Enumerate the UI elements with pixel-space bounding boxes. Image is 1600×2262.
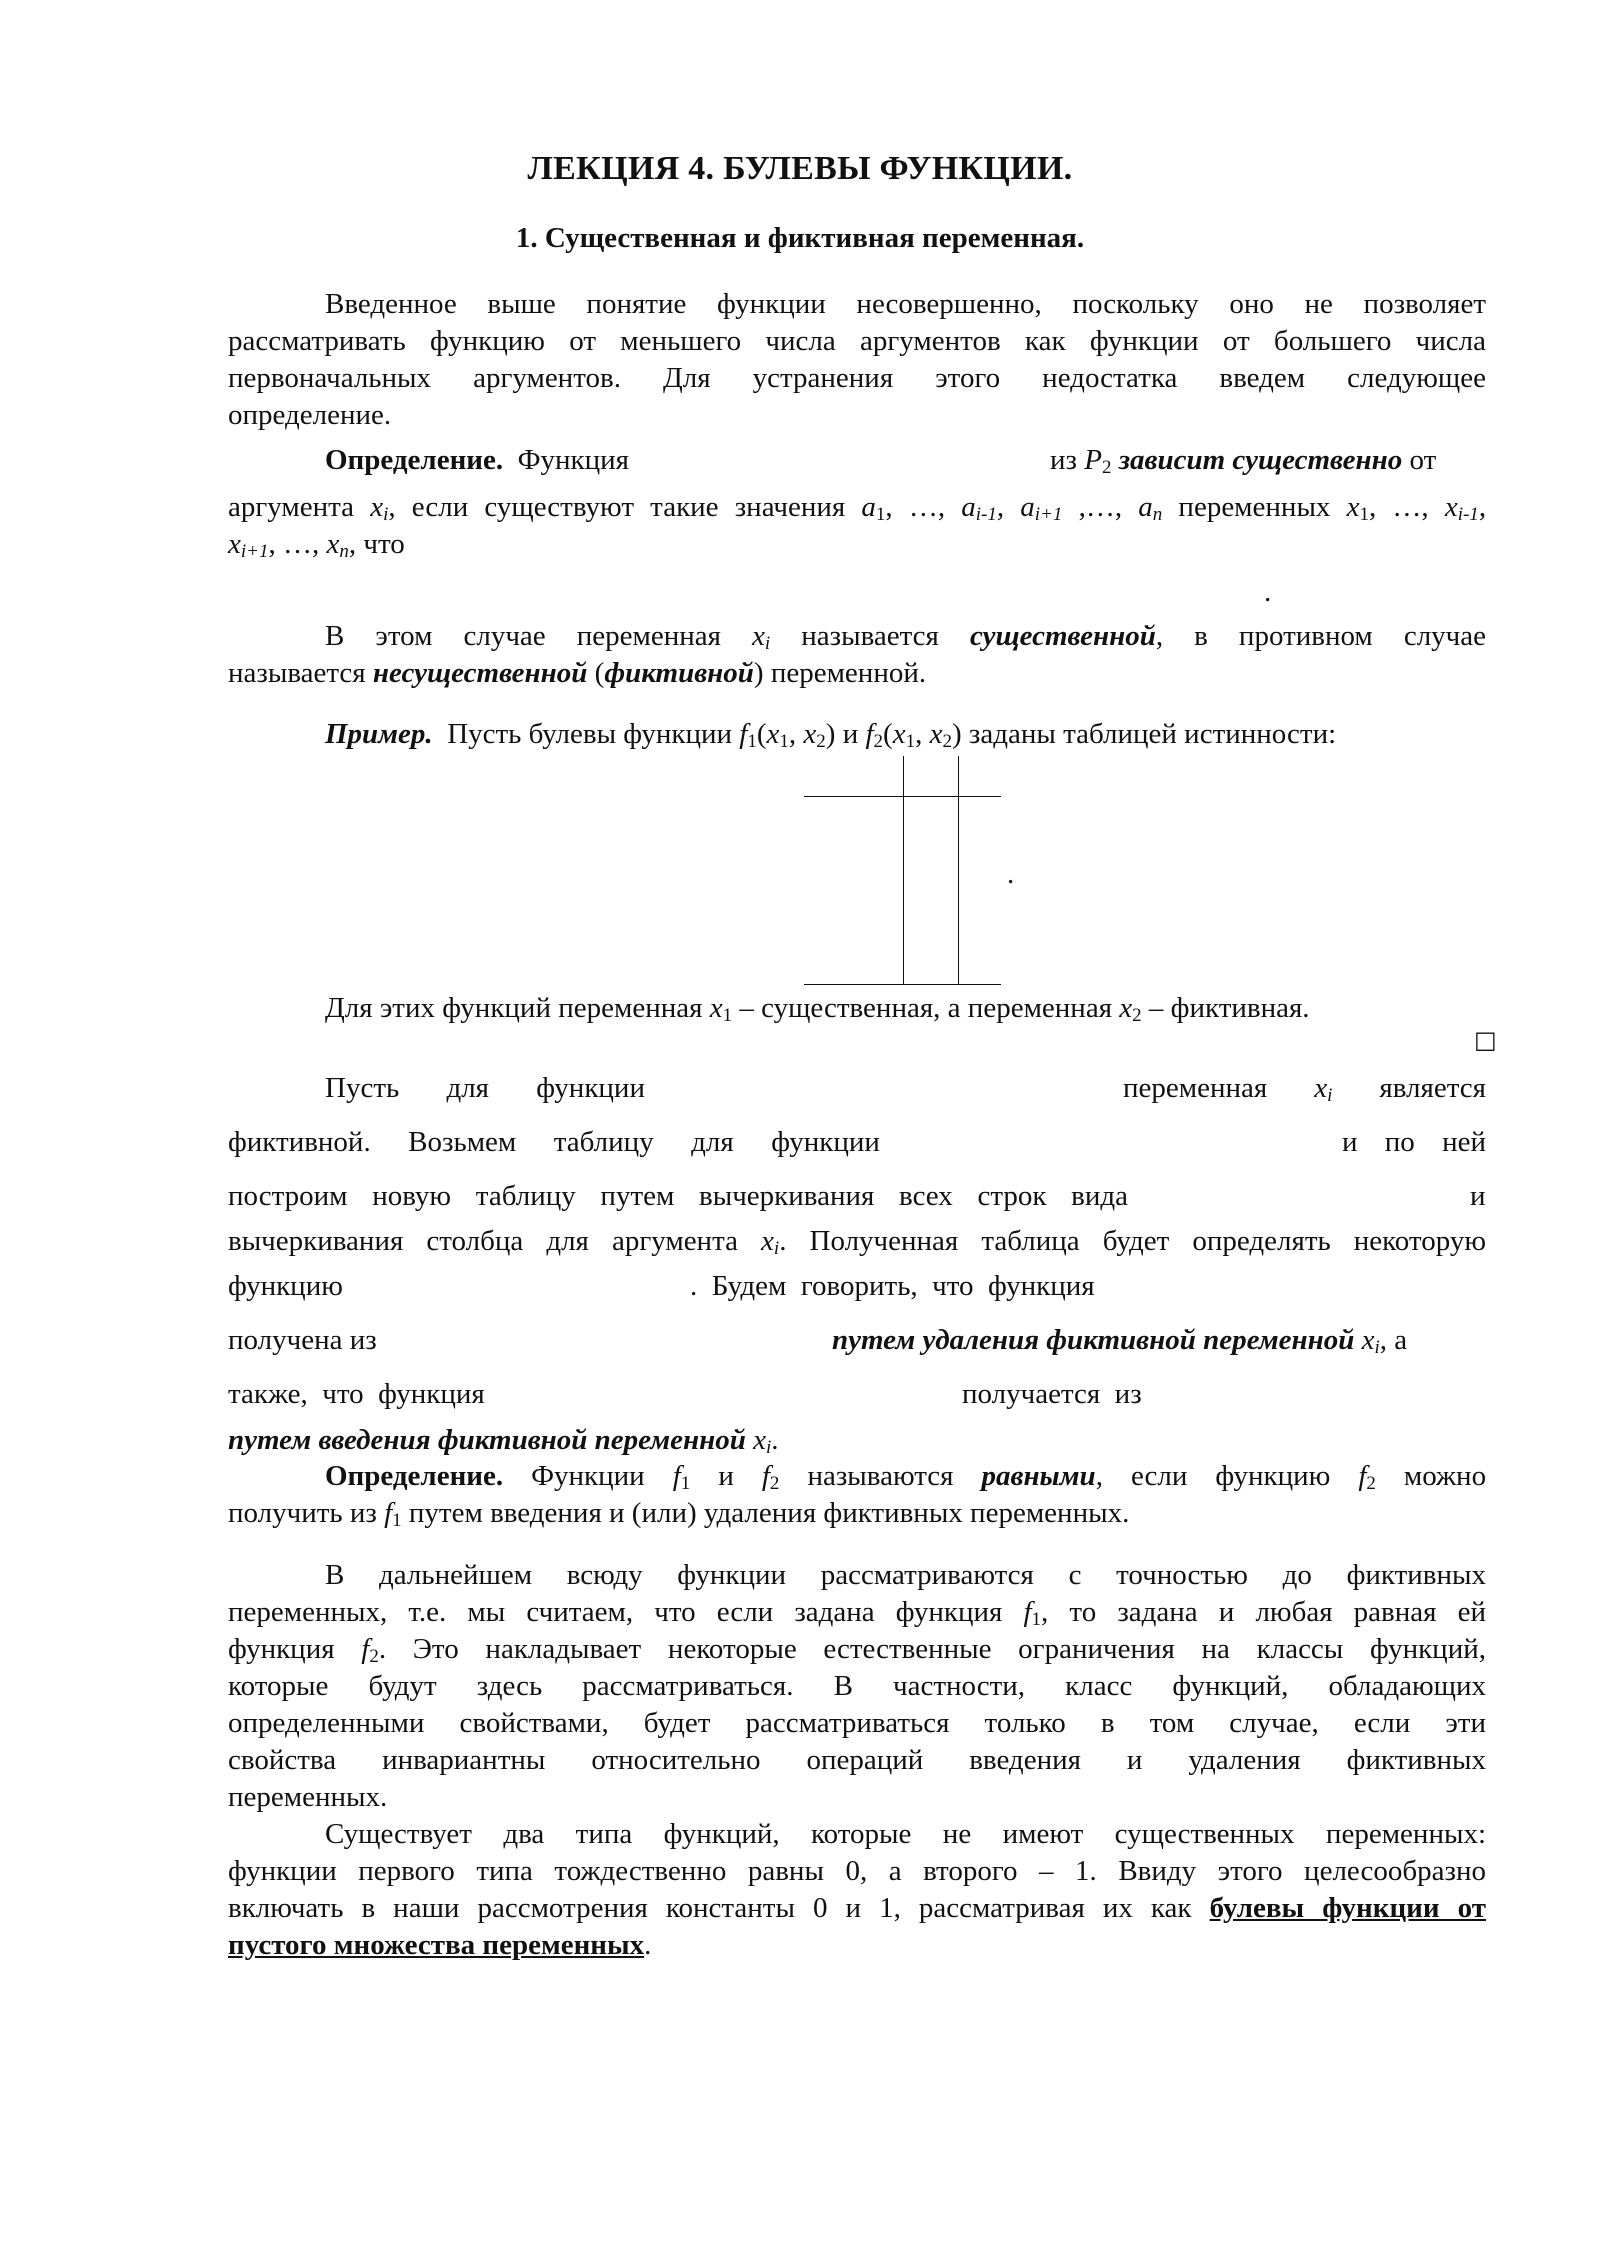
definition-2-line-2: получить из $f_1$ путем введения и (или) удаления фиктивных переменных. [228, 1497, 1130, 1531]
paragraph-3-line-7b: получается из [962, 1378, 1142, 1410]
paragraph-4-line-7: переменных. [228, 1781, 388, 1813]
paragraph-4-line-2: переменных, т.е. мы считаем, что если задана функция $f_1$, то задана и любая равная ей [228, 1596, 1486, 1630]
term-fictitious: фиктивной [604, 657, 754, 689]
term-depends-essentially: зависит существенно [1118, 444, 1403, 476]
definition-1-dependence: из $P_2$ зависит существенно от [1050, 444, 1437, 478]
definition-1-line-2: аргумента $x_i$, если существуют такие значения $a_1$, …, $a_{i-1}$, $a_{i+1}$ ,…, $a_n$ переменных $x_1$, …, $x_{i-1}$, [228, 491, 1487, 525]
section-title: Существенная и фиктивная переменная. [544, 222, 1085, 254]
end-of-proof-icon: □ [1474, 1026, 1497, 1054]
term-nonessential: несущественной [372, 657, 588, 689]
paragraph-4-line-3: функция $f_2$. Это накладывает некоторые естественные ограничения на классы функций, [228, 1633, 1486, 1667]
definition-label: Определение. [325, 444, 504, 476]
paragraph-4-line-5: определенными свойствами, будет рассматриваться только в том случае, если эти [228, 1707, 1486, 1739]
term-introduction-fictitious: путем введения фиктивной переменной [228, 1424, 746, 1456]
section-number: 1. [515, 222, 538, 254]
definition-2-line-1: Определение. Функции $f_1$ и $f_2$ называются равными, если функцию $f_2$ можно [325, 1460, 1487, 1494]
paragraph-3-line-3b: и [1470, 1180, 1486, 1212]
paragraph-1-line-4: определение. [228, 399, 392, 431]
term-boolean-functions-empty-set: булевы функции от [1209, 1892, 1487, 1924]
term-essential: существенной [969, 620, 1156, 652]
formula-end-dot: . [1264, 576, 1272, 608]
paragraph-3-line-5b: . Будем говорить, что функция [690, 1270, 1095, 1302]
word-function: Функция [517, 444, 630, 476]
section-heading [0, 222, 1600, 255]
paragraph-5-line-2: функции первого типа тождественно равны 0, а второго – 1. Ввиду этого целесообразно [228, 1855, 1486, 1887]
table-end-dot: . [1007, 858, 1015, 890]
table-column-divider [903, 756, 904, 985]
table-column-divider [958, 756, 959, 985]
example-line: Пример. Пусть булевы функции $f_1(x_1$, $x_2$) и $f_2(x_1$, $x_2$) заданы таблицей истинности: [325, 718, 1337, 752]
term-removal-fictitious: путем удаления фиктивной переменной [832, 1324, 1355, 1356]
paragraph-4-line-1: В дальнейшем всюду функции рассматриваются с точностью до фиктивных [325, 1559, 1486, 1591]
after-table-line: Для этих функций переменная $x_1$ – существенная, а переменная $x_2$ – фиктивная. [325, 992, 1310, 1026]
term-equal: равными [981, 1460, 1096, 1492]
paragraph-2-line-2: называется несущественной (фиктивной) переменной. [228, 657, 927, 689]
paragraph-3-line-7a: также, что функция [228, 1378, 485, 1410]
paragraph-1-line-2: рассматривать функцию от меньшего числа аргументов как функции от большего числа [228, 325, 1486, 357]
paragraph-3-line-1a: Пусть для функции [325, 1072, 645, 1104]
paragraph-1-line-3: первоначальных аргументов. Для устранения этого недостатка введем следующее [228, 362, 1486, 394]
paragraph-3-line-1b: переменная $x_i$ является [1123, 1072, 1486, 1106]
definition-label: Определение. [325, 1460, 504, 1492]
paragraph-3-line-2b: и по ней [1342, 1126, 1486, 1158]
paragraph-3-line-3a: построим новую таблицу путем вычеркивания всех строк вида [228, 1180, 1128, 1212]
definition-1-line-3: $x_{i+1}$, …, $x_n$, что [228, 528, 405, 562]
paragraph-3-line-5a: функцию [228, 1270, 343, 1302]
paragraph-3-line-2a: фиктивной. Возьмем таблицу для функции [228, 1126, 880, 1158]
term-empty-set-of-variables: пустого множества переменных [228, 1929, 645, 1961]
paragraph-4-line-4: которые будут здесь рассматриваться. В частности, класс функций, обладающих [228, 1670, 1486, 1702]
paragraph-5-line-3: включать в наши рассмотрения константы 0 и 1, рассматривая их как булевы функции от [228, 1892, 1487, 1924]
paragraph-1-line-1: Введенное выше понятие функции несовершенно, поскольку оно не позволяет [325, 288, 1486, 320]
lecture-title: ЛЕКЦИЯ 4. БУЛЕВЫ ФУНКЦИИ. [527, 150, 1073, 187]
paragraph-2-line-1: В этом случае переменная $x_i$ называется существенной, в противном случае [325, 620, 1487, 654]
paragraph-5-line-4: пустого множества переменных. [228, 1929, 652, 1961]
paragraph-3-line-6a: получена из [228, 1324, 377, 1356]
paragraph-5-line-1: Существует два типа функций, которые не имеют существенных переменных: [325, 1818, 1486, 1850]
paragraph-3-line-6b: путем удаления фиктивной переменной $x_i$, а [832, 1324, 1408, 1358]
definition-1-label-row [325, 442, 629, 479]
example-label: Пример. [325, 718, 433, 750]
paragraph-3-line-4: вычеркивания столбца для аргумента $x_i$. Полученная таблица будет определять некоторую [228, 1225, 1486, 1259]
paragraph-4-line-6: свойства инвариантны относительно операций введения и удаления фиктивных [228, 1744, 1486, 1776]
paragraph-3-line-8: путем введения фиктивной переменной $x_i$. [228, 1424, 779, 1458]
